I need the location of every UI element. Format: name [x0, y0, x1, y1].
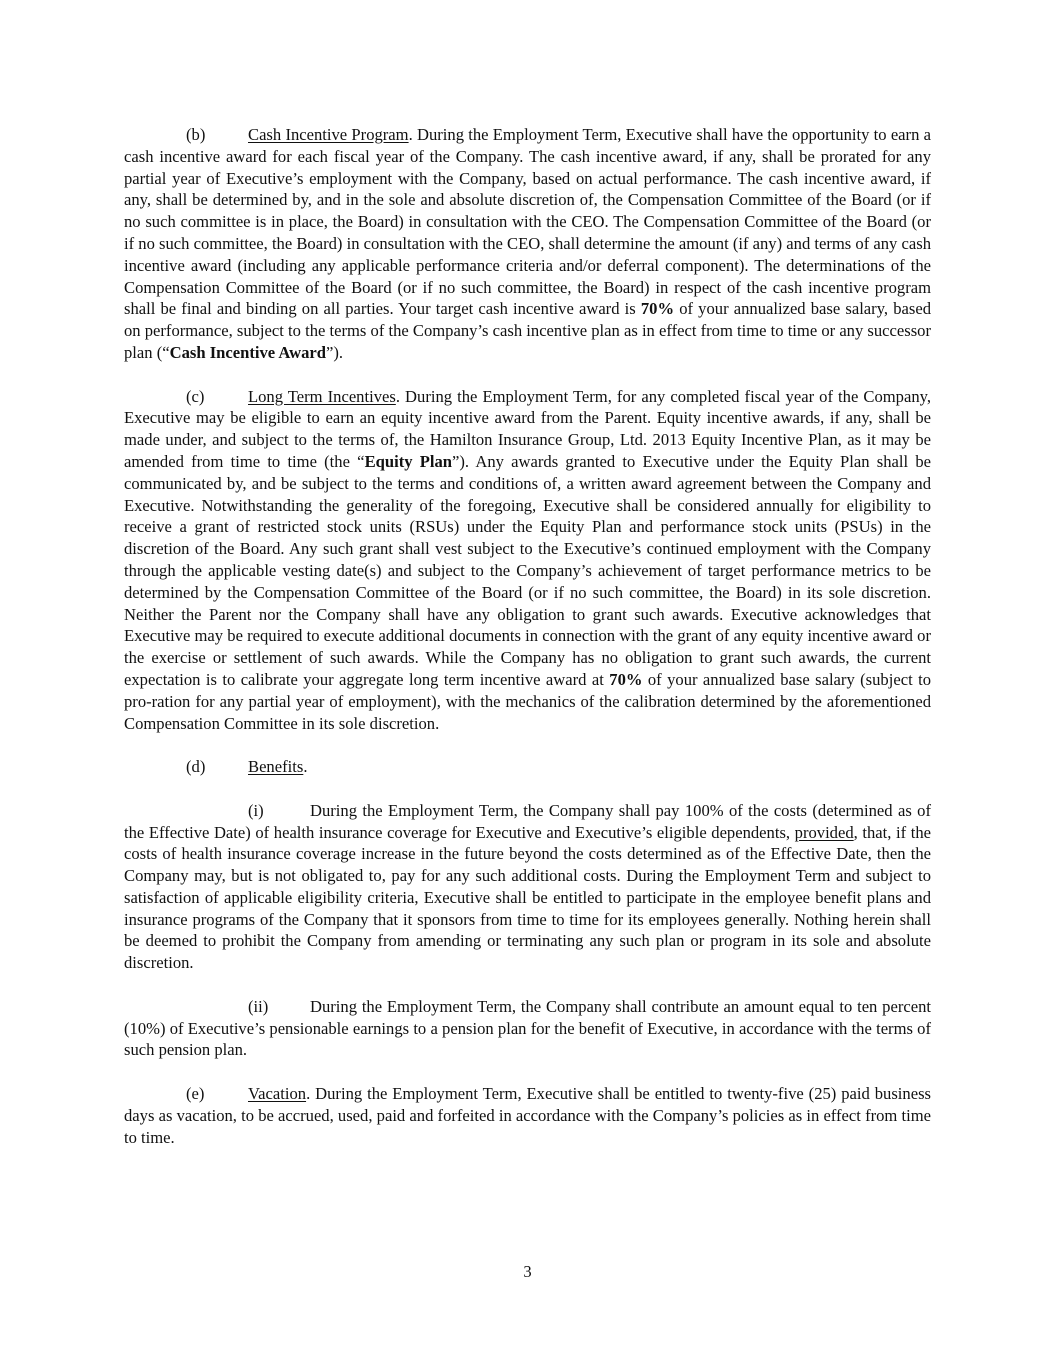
paragraph-e: (e) Vacation. During the Employment Term, Executive shall be entitled to twenty-five (25) paid business days as vacation, to be accrued, used, paid and forfeited in accordance with the Company’s policies as in effect from time to time.: [124, 1084, 931, 1147]
paragraph-c-heading: Long Term Incentives: [248, 386, 396, 406]
paragraph-e-number: (e): [186, 1084, 205, 1104]
paragraph-b: (b) Cash Incentive Program. During the Employment Term, Executive shall have the opportunity to earn a cash incentive award for each fiscal year of the Company. The cash incentive award, if any, shall be prorated for any partial year of Executive’s employment with the Company, based on actual performance. The cash incentive award, if any, shall be determined by, and in the sole and absolute discretion of, the Compensation Committee of the Board (or if no such committee is in place, the Board) in consultation with the CEO. The Compensation Committee of the Board (or if no such committee, the Board) in consultation with the CEO, shall determine the amount (if any) and terms of any cash incentive award (including any applicable performance criteria and/or deferral component). The determinations of the Compensation Committee of the Board (or if no such committee, the Board) in respect of the cash incentive program shall be final and binding on all parties. Your target cash incentive award is 70% of your annualized base salary, based on performance, subject to the terms of the Company’s cash incentive plan as in effect from time to time or any successor plan (“Cash Incentive Award”).: [124, 125, 932, 362]
paragraph-e-heading: Vacation: [248, 1084, 307, 1104]
paragraph-b-heading: Cash Incentive Program: [248, 125, 409, 144]
document-page: [124, 124, 931, 1148]
paragraph-d-ii: (ii) During the Employment Term, the Company shall contribute an amount equal to ten percent (10%) of Executive’s pensionable earnings to a pension plan for the benefit of Executive, in accordance with the terms of such pension plan.: [124, 996, 931, 1060]
paragraph-b-number: (b): [186, 125, 206, 144]
paragraph-d-i-number: (i): [248, 800, 264, 820]
paragraph-d-i: (i) During the Employment Term, the Company shall pay 100% of the costs (determined as of the Effective Date) of health insurance coverage for Executive and Executive’s eligible dependents, provided, that, if the costs of health insurance coverage increase in the future beyond the costs determined as of the Effective Date, then the Company may, but is not obligated to, pay for any such additional costs. During the Employment Term and subject to satisfaction of applicable eligibility criteria, Executive shall be entitled to participate in the employee benefit plans and insurance programs of the Company that it sponsors from time to time for its employees generally. Nothing herein shall be deemed to prohibit the Company from amending or terminating any such plan or program in its sole and absolute discretion.: [124, 800, 931, 973]
paragraph-c-number: (c): [186, 386, 205, 406]
page-number: 3: [523, 1262, 532, 1281]
paragraph-d-number: (d): [186, 757, 206, 777]
paragraph-d-ii-number: (ii): [248, 996, 269, 1016]
paragraph-d: (d) Benefits.: [186, 757, 308, 777]
equity-plan-term: Equity Plan: [364, 451, 453, 471]
paragraph-c: (c) Long Term Incentives. During the Employment Term, for any completed fiscal year of the Company, Executive may be eligible to earn an equity incentive award from the Parent. Equity incentive awards, if any, shall be made under, and subject to the terms of, the Hamilton Insurance Group, Ltd. 2013 Equity Incentive Plan, as it may be amended from time to time (the “Equity Plan”). Any awards granted to Executive under the Equity Plan shall be communicated by, and be subject to the terms and conditions of, a written award agreement between the Company and Executive. Notwithstanding the generality of the foregoing, Executive shall be considered annually for eligibility to receive a grant of restricted stock units (RSUs) under the Equity Plan and performance stock units (PSUs) in the discretion of the Board. Any such grant shall vest subject to the Executive’s continued employment with the Company through the applicable vesting date(s) and subject to the Company’s achievement of target performance metrics to be determined by the Compensation Committee of the Board (or if no such committee, the Board) in its sole discretion. Neither the Parent nor the Company shall have any obligation to grant such awards. Executive acknowledges that Executive may be required to execute additional documents in connection with the grant of any equity incentive award or the exercise or settlement of such awards. While the Company has no obligation to grant such awards, the current expectation is to calibrate your aggregate long term incentive award at 70% of your annualized base salary (subject to pro-ration for any partial year of employment), with the mechanics of the calibration determined by the aforementioned Compensation Committee in its sole discretion.: [124, 386, 932, 733]
paragraph-d-heading: Benefits: [248, 757, 304, 777]
cash-incentive-award-term: Cash Incentive Award: [169, 342, 327, 362]
